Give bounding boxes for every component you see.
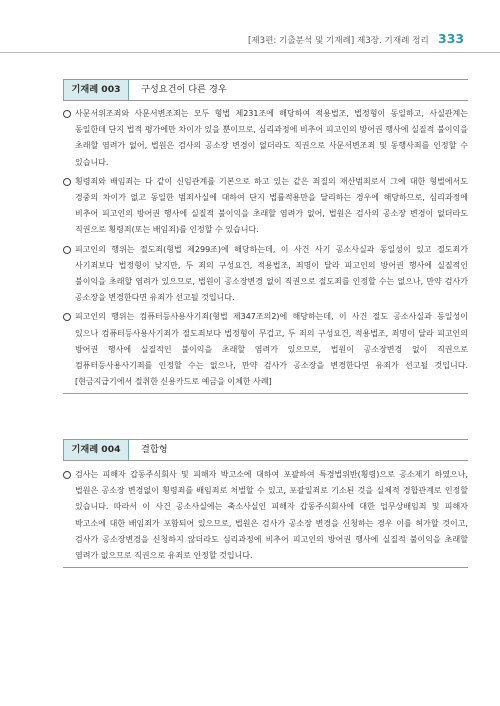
circle-bullet-icon: [63, 110, 71, 118]
header-divider: [0, 52, 500, 53]
circle-bullet-icon: [63, 313, 71, 321]
circle-bullet-icon: [63, 178, 71, 186]
list-item: [63, 174, 468, 239]
circle-bullet-icon: [63, 471, 71, 479]
page-number: 333: [438, 31, 465, 46]
item-text: 사문서위조죄와 사문서변조죄는 모두 형법 제231조에 해당하여 적용법조, 법정형이 동일하고, 사실관계는 동일한데 단지 법적 평가에만 차이가 있을 뿐이므로, 심리과정에 비추어 피고인의 방어권 행사에 실질적 불이익을 초래할 염려가 없어, 법원은 검사의 공소장 변경이 없더라도 직권으로 사문서변조죄 및 동행사죄를 인정할 수 있습니다.: [75, 109, 468, 167]
example-badge: 기재례 004: [63, 440, 129, 460]
section-title: 구성요건이 다른 경우: [141, 84, 227, 95]
item-text: 횡령죄와 배임죄는 다 같이 신임관계를 기본으로 하고 있는 같은 죄질의 재산범죄로서 그에 대한 형벌에서도 경중의 차이가 없고 동일한 범죄사실에 대하여 단지 법률적용만을 달리하는 경우에 해당하므로, 심리과정에 비추어 피고인의 방어권 행사에 실질적 불이익을 초래할 염려가 없어, 법원은 검사의 공소장 변경이 없더라도 직권으로 횡령죄(또는 배임죄)를 인정할 수 있습니다.: [75, 176, 468, 235]
circle-bullet-icon: [63, 246, 71, 254]
section-header-004: [63, 439, 468, 461]
section-header-003: [63, 79, 468, 101]
section-title: 결합형: [141, 444, 168, 455]
example-badge: 기재례 003: [63, 80, 129, 100]
chapter-header: [제3편: 기출분석 및 기재례] 제3장. 기재례 정리: [248, 36, 429, 46]
list-item: [63, 309, 468, 390]
section-body-003: [63, 106, 468, 394]
list-item: [63, 242, 468, 307]
list-item: [63, 106, 468, 171]
list-item: [63, 467, 468, 564]
item-text: 피고인의 행위는 절도죄(형법 제299조)에 해당하는데, 이 사건 사기 공소사실과 동일성이 있고 절도죄가 사기죄보다 법정형이 낮지만, 두 죄의 구성요건, 적용법조, 죄명이 달라 피고인의 방어권 행사에 실질적인 불이익을 초래할 염려가 있으므로, 법원이 공소장변경 없이 직권으로 절도죄를 인정할 수는 없으나, 만약 검사가 공소장을 변경한다면 유죄가 선고될 것입니다.: [75, 244, 468, 303]
section-body-004: [63, 467, 468, 568]
item-text: 피고인의 행위는 컴퓨터등사용사기죄(형법 제347조의2)에 해당하는데, 이 사건 절도 공소사실과 동일성이 있으나 컴퓨터등사용사기죄가 절도죄보다 법정형이 무겁고, 두 죄의 구성요건, 적용법조, 죄명이 달라 피고인의 방어권 행사에 실질적인 불이익을 초래할 염려가 있으므로, 법원이 공소장변경 없이 직권으로 컴퓨터등사용사기죄를 인정할 수는 없으나, 만약 검사가 공소장을 변경한다면 유죄가 선고될 것입니다. [현금지급기에서 절취한 신용카드로 예금을 이체한 사례]: [75, 312, 468, 387]
item-text: 검사는 피해자 갑동주식회사 및 피해자 박고소에 대하여 포괄하여 특경법위반(횡령)으로 공소제기 하였으나, 법원은 공소장 변경없이 횡령죄를 배임죄로 처벌할 수 있고, 포괄일죄로 기소된 것을 실체적 경합관계로 인정할 있습니다. 따라서 이 사건 공소사실에는 축소사실인 피해자 갑동주식회사에 대한 업무상배임죄 및 피해자 박고소에 대한 배임죄가 포함되어 있으므로, 법원은 검사가 공소장 변경을 신청하는 경우 이를 허가할 것이고, 검사가 공소장변경을 신청하지 않더라도 심리과정에 비추어 피고인의 방어권 행사에 실질적 불이익을 초래할 염려가 없으므로 직권으로 유죄로 인정할 것입니다.: [75, 470, 468, 561]
